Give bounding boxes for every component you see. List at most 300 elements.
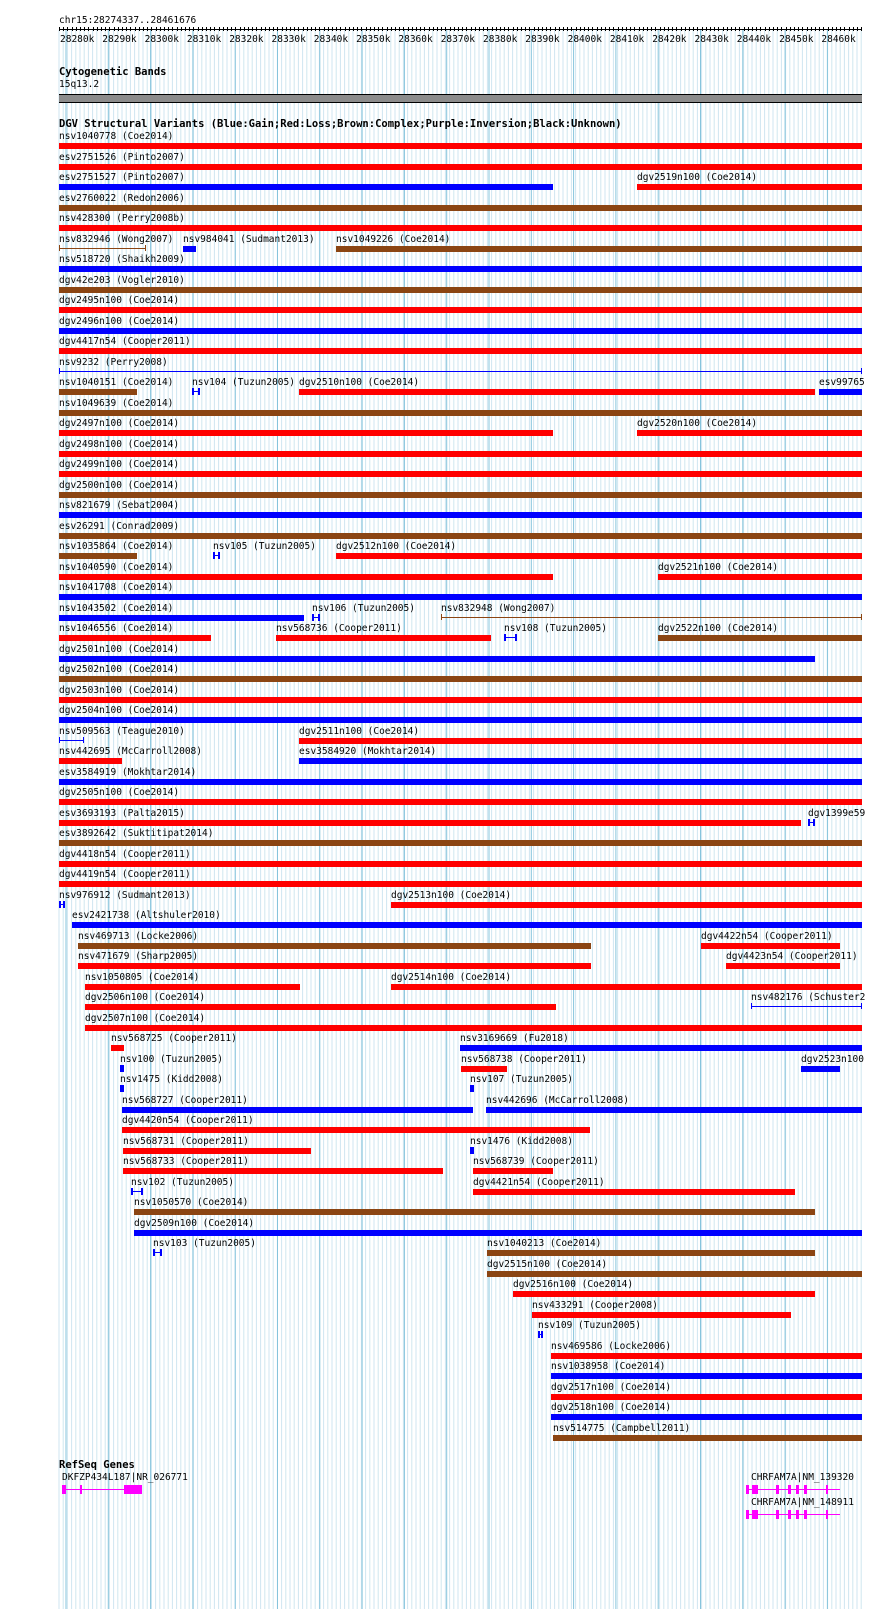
variant-label[interactable]: nsv103 (Tuzun2005) [153, 1238, 256, 1249]
gene-exon[interactable] [826, 1485, 828, 1494]
ruler-tick-mark [437, 27, 438, 31]
ruler-tick-mark [861, 27, 862, 31]
ruler-tick-label: 28360k [398, 34, 433, 45]
variant-bar[interactable] [59, 205, 862, 211]
variant-bar[interactable] [59, 164, 862, 170]
variant-label[interactable]: dgv2514n100 (Coe2014) [391, 971, 512, 983]
ruler-tick-mark [88, 27, 89, 31]
variant-bar[interactable] [299, 758, 862, 764]
variant-label[interactable]: nsv1049639 (Coe2014) [59, 397, 174, 409]
variant-bar[interactable] [122, 1127, 590, 1133]
ruler-tick-mark [592, 27, 593, 31]
variant-bar[interactable] [460, 1045, 862, 1051]
gene-label[interactable]: CHRFAM7A|NM_139320 [751, 1472, 854, 1483]
variant-label[interactable]: dgv2500n100 (Coe2014) [59, 479, 180, 491]
variant-label[interactable]: nsv107 (Tuzun2005) [470, 1074, 573, 1085]
ruler-tick-mark [618, 27, 619, 31]
ruler-tick-mark [433, 27, 434, 31]
ruler-tick-mark [462, 27, 463, 31]
ruler-tick-mark [219, 27, 220, 31]
variant-bar[interactable] [299, 738, 862, 744]
ruler-tick-mark [168, 27, 169, 31]
variant-label[interactable]: nsv9232 (Perry2008) [59, 356, 168, 368]
ruler-tick-label: 28410k [609, 34, 645, 45]
ruler-axis [59, 29, 862, 30]
ruler-tick-mark [286, 27, 287, 31]
variant-bar[interactable] [461, 1066, 507, 1072]
variant-label[interactable]: nsv984041 (Sudmant2013) [183, 233, 315, 245]
variant-bar[interactable] [336, 553, 862, 559]
variant-bar[interactable] [123, 1148, 311, 1154]
ruler-tick-mark [324, 27, 325, 31]
ruler-tick-mark [668, 27, 669, 31]
variant-bar[interactable] [59, 799, 862, 805]
variant-bar[interactable] [59, 656, 815, 662]
variant-label[interactable]: nsv568733 (Cooper2011) [123, 1156, 249, 1167]
variant-bar[interactable] [551, 1373, 862, 1379]
variant-label[interactable]: nsv109 (Tuzun2005) [538, 1320, 641, 1331]
variant-label[interactable]: esv3693193 (Palta2015) [59, 807, 185, 819]
variant-bar[interactable] [78, 943, 591, 949]
variant-label[interactable]: nsv108 (Tuzun2005) [504, 623, 607, 634]
variant-label[interactable]: nsv428300 (Perry2008b) [59, 213, 185, 224]
variant-label[interactable]: dgv2499n100 (Coe2014) [59, 459, 180, 470]
variant-bar[interactable] [59, 307, 862, 313]
variant-bar[interactable] [131, 1191, 143, 1192]
ruler-tick-mark [811, 27, 812, 31]
variant-label[interactable]: nsv1046556 (Coe2014) [59, 623, 174, 634]
variant-bar[interactable] [391, 984, 862, 990]
ruler-tick-mark [765, 27, 766, 31]
ruler-tick-mark [395, 27, 396, 31]
variant-label[interactable]: nsv1043502 (Coe2014) [59, 602, 174, 614]
variant-label[interactable]: dgv2498n100 (Coe2014) [59, 438, 180, 450]
variant-bar[interactable] [59, 143, 862, 149]
variant-label[interactable]: nsv1038958 (Coe2014) [551, 1361, 666, 1372]
variant-label[interactable]: dgv2512n100 (Coe2014) [336, 541, 457, 552]
ruler-tick-mark [651, 27, 652, 31]
ruler-tick-mark [672, 27, 673, 31]
variant-bar[interactable] [486, 1107, 862, 1113]
ruler-tick-mark [336, 27, 337, 31]
ruler-tick-mark [739, 27, 740, 31]
gene-exon[interactable] [796, 1510, 799, 1519]
variant-bar[interactable] [122, 1107, 473, 1113]
variant-label[interactable]: nsv976912 (Sudmant2013) [59, 889, 191, 901]
variant-bar[interactable] [59, 430, 553, 436]
variant-label[interactable]: dgv2495n100 (Coe2014) [59, 295, 180, 306]
variant-label[interactable]: nsv1041708 (Coe2014) [59, 582, 174, 593]
ruler-tick-mark [844, 27, 845, 31]
variant-label[interactable]: dgv2509n100 (Coe2014) [134, 1217, 255, 1229]
gene-exon[interactable] [788, 1485, 791, 1494]
variant-bar[interactable] [111, 1045, 124, 1051]
variant-bar[interactable] [134, 1230, 862, 1236]
variant-bar[interactable] [59, 266, 862, 272]
variant-bar[interactable] [441, 617, 862, 618]
variant-label[interactable]: nsv442695 (McCarroll2008) [59, 746, 202, 757]
ruler-tick-mark [605, 27, 606, 31]
ruler-tick-mark [328, 27, 329, 31]
ruler-tick-mark [807, 27, 808, 31]
ruler-tick-mark [853, 27, 854, 31]
variant-label[interactable]: dgv2501n100 (Coe2014) [59, 643, 180, 655]
variant-bar[interactable] [473, 1168, 553, 1174]
variant-bar[interactable] [312, 617, 320, 618]
variant-bar[interactable] [551, 1394, 862, 1400]
variant-label[interactable]: nsv1040213 (Coe2014) [487, 1238, 602, 1249]
gene-exon[interactable] [746, 1485, 749, 1494]
ruler-tick-mark [450, 27, 451, 31]
ruler-tick-mark [181, 27, 182, 31]
ruler-tick-mark [676, 27, 677, 31]
ruler-tick-mark [760, 27, 761, 31]
variant-bar[interactable] [553, 1435, 862, 1441]
variant-bar[interactable] [59, 492, 862, 498]
variant-bar[interactable] [637, 430, 862, 436]
variant-label[interactable]: nsv442696 (McCarroll2008) [486, 1094, 629, 1106]
variant-label[interactable]: dgv4422n54 (Cooper2011) [701, 930, 833, 942]
variant-label[interactable]: dgv2507n100 (Coe2014) [85, 1012, 206, 1024]
gene-exon[interactable] [804, 1485, 807, 1494]
variant-label[interactable]: dgv4420n54 (Cooper2011) [122, 1115, 254, 1126]
variant-bar[interactable] [59, 635, 211, 641]
variant-bar[interactable] [59, 553, 137, 559]
variant-bar[interactable] [134, 1209, 815, 1215]
variant-label[interactable]: nsv832948 (Wong2007) [441, 602, 556, 614]
gene-exon[interactable] [804, 1510, 807, 1519]
variant-bar[interactable] [59, 328, 862, 334]
variant-bar[interactable] [59, 371, 862, 372]
variant-label[interactable]: nsv1049226 (Coe2014) [336, 233, 451, 245]
variant-bar[interactable] [637, 184, 862, 190]
variant-label[interactable]: nsv568725 (Cooper2011) [111, 1033, 237, 1044]
variant-label[interactable]: nsv102 (Tuzun2005) [131, 1176, 234, 1188]
gene-exon[interactable] [796, 1485, 799, 1494]
variant-bar[interactable] [551, 1414, 862, 1420]
gene-exon[interactable] [788, 1510, 791, 1519]
variant-bar[interactable] [59, 615, 304, 621]
ruler-tick-mark [59, 27, 60, 31]
variant-label[interactable]: esv26291 (Conrad2009) [59, 520, 180, 532]
variant-label[interactable]: dgv2519n100 (Coe2014) [637, 172, 758, 183]
variant-bar[interactable] [59, 676, 862, 682]
variant-label[interactable]: dgv2510n100 (Coe2014) [299, 377, 420, 388]
variant-bar[interactable] [59, 389, 137, 395]
ruler-tick-mark [786, 27, 787, 31]
variant-bar[interactable] [59, 410, 862, 416]
ruler-tick-mark [685, 27, 686, 31]
variant-bar[interactable] [213, 555, 220, 556]
variant-label[interactable]: nsv1035864 (Coe2014) [59, 541, 174, 552]
ruler-tick-mark [248, 27, 249, 31]
ruler-tick-mark [504, 27, 505, 31]
variant-bar[interactable] [487, 1271, 862, 1277]
variant-label[interactable]: nsv469586 (Locke2006) [551, 1340, 672, 1352]
variant-bar[interactable] [59, 861, 862, 867]
variant-label[interactable]: nsv433291 (Cooper2008) [532, 1299, 658, 1311]
ruler-tick-mark [366, 27, 367, 31]
ruler-tick-mark [630, 27, 631, 31]
gene-exon[interactable] [826, 1510, 828, 1519]
variant-label[interactable]: dgv2521n100 (Coe2014) [658, 561, 779, 573]
variant-label[interactable]: nsv1475 (Kidd2008) [120, 1074, 223, 1085]
ruler-tick-mark [67, 27, 68, 31]
variant-bar[interactable] [192, 391, 200, 392]
ruler-tick-mark [105, 27, 106, 31]
variant-bar[interactable] [59, 451, 862, 457]
ruler-tick-mark [756, 27, 757, 31]
ruler-tick-mark [429, 27, 430, 31]
ruler-tick-label: 28450k [779, 34, 814, 45]
variant-bar[interactable] [276, 635, 491, 641]
gene-exon[interactable] [62, 1485, 66, 1494]
variant-label[interactable]: nsv482176 (Schuster2 [751, 992, 866, 1003]
variant-label[interactable]: dgv4417n54 (Cooper2011) [59, 336, 191, 347]
ruler-tick-mark [454, 27, 455, 31]
variant-bar[interactable] [487, 1250, 815, 1256]
ruler-tick-mark [798, 27, 799, 31]
variant-bar[interactable] [59, 717, 862, 723]
variant-bar[interactable] [538, 1334, 543, 1335]
variant-label[interactable]: dgv4419n54 (Cooper2011) [59, 869, 191, 880]
variant-bar[interactable] [59, 840, 862, 846]
variant-bar[interactable] [59, 574, 553, 580]
variant-label[interactable]: dgv4423n54 (Cooper2011) [726, 951, 858, 962]
variant-label[interactable]: nsv1040151 (Coe2014) [59, 377, 174, 388]
variant-bar[interactable] [59, 225, 862, 231]
ruler-tick-mark [277, 27, 278, 31]
gene-exon[interactable] [124, 1485, 142, 1494]
ruler-tick-mark [109, 27, 110, 31]
variant-bar[interactable] [85, 984, 300, 990]
variant-label[interactable]: dgv2497n100 (Coe2014) [59, 418, 180, 429]
variant-bar[interactable] [183, 246, 196, 252]
variant-bar[interactable] [59, 594, 862, 600]
ruler-tick-label: 28350k [356, 34, 391, 45]
ruler-tick-mark [588, 27, 589, 31]
variant-label[interactable]: nsv832946 (Wong2007) [59, 233, 174, 245]
variant-bar[interactable] [473, 1189, 795, 1195]
variant-bar[interactable] [819, 389, 862, 395]
variant-bar[interactable] [59, 248, 146, 249]
ruler-tick-mark [357, 27, 358, 31]
variant-label[interactable]: esv2751527 (Pinto2007) [59, 172, 185, 183]
variant-bar[interactable] [59, 779, 862, 785]
variant-bar[interactable] [299, 389, 815, 395]
ruler-tick-mark [781, 27, 782, 31]
ruler-tick-mark [408, 27, 409, 31]
variant-bar[interactable] [513, 1291, 815, 1297]
variant-bar[interactable] [59, 471, 862, 477]
variant-bar[interactable] [59, 740, 84, 741]
ruler-tick-mark [647, 27, 648, 31]
variant-label[interactable]: nsv821679 (Sebat2004) [59, 500, 180, 511]
ruler-tick-mark [790, 27, 791, 31]
ruler-tick-mark [466, 27, 467, 31]
variant-label[interactable]: nsv106 (Tuzun2005) [312, 602, 415, 614]
gene-label[interactable]: DKFZP434L187|NR_026771 [62, 1472, 188, 1483]
variant-label[interactable]: dgv42e203 (Vogler2010) [59, 274, 185, 286]
variant-label[interactable]: nsv1476 (Kidd2008) [470, 1135, 573, 1147]
variant-bar[interactable] [85, 1025, 862, 1031]
variant-label[interactable]: nsv509563 (Teague2010) [59, 725, 185, 737]
variant-label[interactable]: dgv2523n100 [801, 1053, 864, 1065]
variant-label[interactable]: nsv1050805 (Coe2014) [85, 971, 200, 983]
ruler-tick-label: 28310k [186, 34, 222, 45]
variant-label[interactable]: nsv3169669 (Fu2018) [460, 1033, 569, 1044]
variant-label[interactable]: dgv4421n54 (Cooper2011) [473, 1176, 605, 1188]
variant-bar[interactable] [59, 184, 553, 190]
variant-label[interactable]: dgv2502n100 (Coe2014) [59, 664, 180, 675]
ruler-tick-mark [576, 27, 577, 31]
ruler-tick-mark [416, 27, 417, 31]
variant-bar[interactable] [59, 533, 862, 539]
ruler-tick-mark [584, 27, 585, 31]
variant-label[interactable]: dgv2503n100 (Coe2014) [59, 684, 180, 696]
variant-label[interactable]: nsv568727 (Cooper2011) [122, 1094, 248, 1106]
variant-bar[interactable] [658, 574, 862, 580]
gene-exon[interactable] [746, 1510, 749, 1519]
ruler-tick-mark [727, 27, 728, 31]
variant-label[interactable]: dgv2517n100 (Coe2014) [551, 1381, 672, 1393]
variant-bar[interactable] [59, 904, 65, 905]
variant-label[interactable]: dgv2520n100 (Coe2014) [637, 418, 758, 429]
variant-label[interactable]: nsv1040590 (Coe2014) [59, 561, 174, 573]
variant-label[interactable]: dgv2506n100 (Coe2014) [85, 992, 206, 1003]
variant-bar[interactable] [72, 922, 862, 928]
gene-exon[interactable] [80, 1485, 82, 1494]
ruler-tick-mark [374, 27, 375, 31]
ruler-tick-mark [475, 27, 476, 31]
variant-bar[interactable] [336, 246, 862, 252]
variant-bar[interactable] [59, 820, 801, 826]
ruler-tick-mark [500, 27, 501, 31]
ruler-tick-mark [214, 27, 215, 31]
ruler-tick-label: 28400k [567, 34, 602, 45]
ruler-tick-mark [849, 27, 850, 31]
ruler-tick-mark [256, 27, 257, 31]
variant-bar[interactable] [751, 1006, 862, 1007]
variant-label[interactable]: nsv469713 (Locke2006) [78, 930, 199, 942]
gene-exon[interactable] [752, 1510, 758, 1519]
gene-exon[interactable] [776, 1510, 779, 1519]
variant-label[interactable]: nsv100 (Tuzun2005) [120, 1053, 223, 1065]
variant-label[interactable]: nsv568738 (Cooper2011) [461, 1053, 587, 1065]
variant-bar[interactable] [726, 963, 840, 969]
variant-bar[interactable] [59, 512, 862, 518]
ruler-tick-mark [164, 27, 165, 31]
variant-label[interactable]: esv99765 [819, 377, 865, 388]
variant-label[interactable]: dgv4418n54 (Cooper2011) [59, 848, 191, 860]
ruler-tick-mark [802, 27, 803, 31]
ruler-tick-label: 28390k [525, 34, 560, 45]
cytoband-bar[interactable] [59, 94, 862, 103]
variant-bar[interactable] [78, 963, 591, 969]
ruler-tick-label: 28370k [440, 34, 476, 45]
variant-label[interactable]: dgv2515n100 (Coe2014) [487, 1258, 608, 1270]
variant-label[interactable]: nsv104 (Tuzun2005) [192, 377, 295, 388]
variant-label[interactable]: nsv1040778 (Coe2014) [59, 131, 174, 142]
ruler-tick-mark [126, 27, 127, 31]
ruler-tick-mark [80, 27, 81, 31]
ruler-tick-mark [198, 27, 199, 31]
variant-label[interactable]: dgv2496n100 (Coe2014) [59, 315, 180, 327]
ruler-tick-mark [714, 27, 715, 31]
variant-bar[interactable] [470, 1088, 474, 1089]
ruler-tick-mark [681, 27, 682, 31]
variant-label[interactable]: esv2760022 (Redon2006) [59, 192, 185, 204]
variant-label[interactable]: nsv568736 (Cooper2011) [276, 623, 402, 634]
variant-bar[interactable] [532, 1312, 791, 1318]
variant-bar[interactable] [153, 1252, 162, 1253]
variant-label[interactable]: dgv2513n100 (Coe2014) [391, 889, 512, 901]
variant-bar[interactable] [504, 637, 517, 638]
variant-bar[interactable] [391, 902, 862, 908]
variant-bar[interactable] [551, 1353, 862, 1359]
gene-label[interactable]: CHRFAM7A|NM_148911 [751, 1497, 854, 1508]
variant-label[interactable]: esv3584919 (Mokhtar2014) [59, 766, 197, 778]
variant-label[interactable]: dgv2522n100 (Coe2014) [658, 623, 779, 634]
ruler-tick-mark [723, 27, 724, 31]
variant-label[interactable]: esv2421738 (Altshuler2010) [72, 910, 221, 921]
variant-label[interactable]: nsv518720 (Shaikh2009) [59, 254, 185, 265]
variant-bar[interactable] [120, 1088, 124, 1089]
ruler-tick-mark [546, 27, 547, 31]
ruler-tick-mark [534, 27, 535, 31]
variant-bar[interactable] [801, 1066, 840, 1072]
variant-label[interactable]: esv3584920 (Mokhtar2014) [299, 746, 437, 757]
ruler-tick-label: 28340k [313, 34, 349, 45]
variant-label[interactable]: dgv2511n100 (Coe2014) [299, 725, 420, 737]
ruler-tick-mark [319, 27, 320, 31]
ruler-tick-mark [492, 27, 493, 31]
variant-label[interactable]: nsv471679 (Sharp2005) [78, 951, 199, 962]
variant-label[interactable]: nsv105 (Tuzun2005) [213, 541, 316, 552]
variant-label[interactable]: nsv568739 (Cooper2011) [473, 1156, 599, 1167]
variant-bar[interactable] [59, 348, 862, 354]
variant-bar[interactable] [470, 1150, 474, 1151]
variant-label[interactable]: nsv514775 (Campbell2011) [553, 1422, 691, 1434]
variant-bar[interactable] [808, 822, 815, 823]
ruler-tick-mark [93, 27, 94, 31]
ruler-tick-mark [424, 27, 425, 31]
variant-label[interactable]: dgv2516n100 (Coe2014) [513, 1279, 634, 1290]
variant-bar[interactable] [658, 635, 862, 641]
variant-label[interactable]: dgv2505n100 (Coe2014) [59, 787, 180, 798]
ruler-tick-mark [156, 27, 157, 31]
variant-bar[interactable] [59, 758, 122, 764]
ruler-tick-mark [458, 27, 459, 31]
variant-label[interactable]: dgv2504n100 (Coe2014) [59, 705, 180, 716]
variant-bar[interactable] [701, 943, 840, 949]
variant-label[interactable]: esv3892642 (Suktitipat2014) [59, 828, 214, 839]
gene-exon[interactable] [752, 1485, 758, 1494]
variant-label[interactable]: dgv1399e59 [808, 807, 866, 819]
variant-bar[interactable] [59, 287, 862, 293]
variant-bar[interactable] [123, 1168, 443, 1174]
variant-bar[interactable] [59, 881, 862, 887]
variant-label[interactable]: esv2751526 (Pinto2007) [59, 151, 185, 163]
variant-label[interactable]: nsv1050570 (Coe2014) [134, 1197, 249, 1208]
variant-bar[interactable] [59, 697, 862, 703]
variant-label[interactable]: dgv2518n100 (Coe2014) [551, 1402, 672, 1413]
variant-label[interactable]: nsv568731 (Cooper2011) [123, 1135, 249, 1147]
ruler-tick-mark [403, 27, 404, 31]
variant-bar[interactable] [120, 1068, 124, 1069]
variant-bar[interactable] [85, 1004, 556, 1010]
gene-exon[interactable] [776, 1485, 779, 1494]
